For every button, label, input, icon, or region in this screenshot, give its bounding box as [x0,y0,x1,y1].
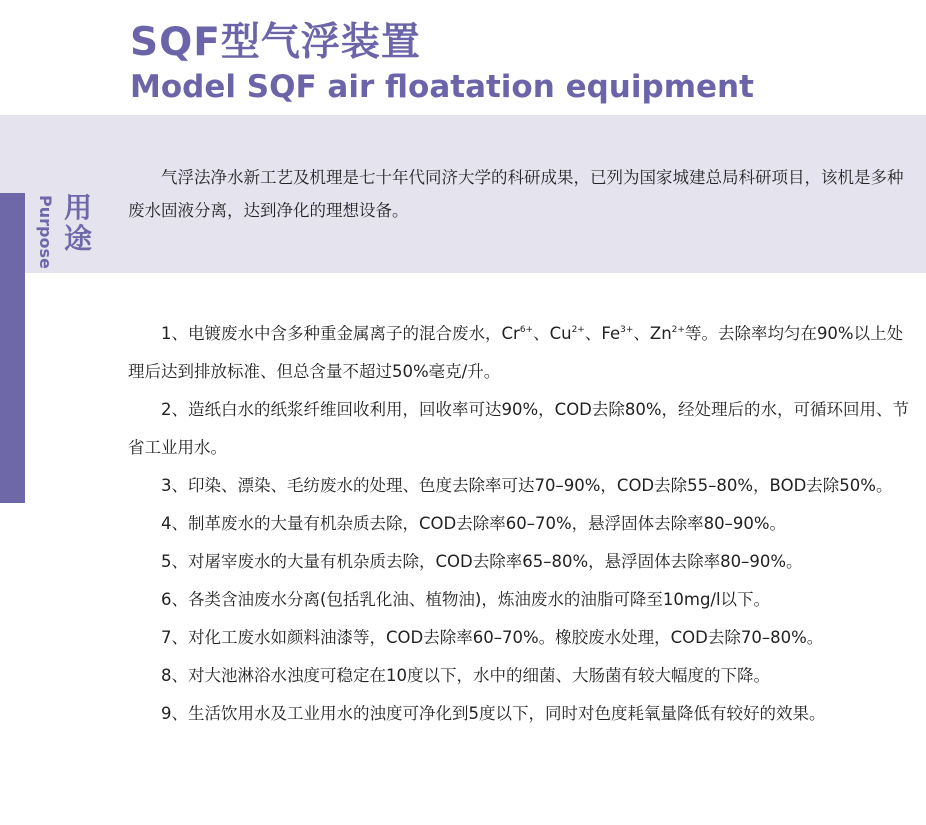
intro-paragraph: 气浮法净水新工艺及机理是七十年代同济大学的科研成果，已列为国家城建总局科研项目，该机是多种废水固液分离，达到净化的理想设备。 [128,168,904,220]
list-item: 9、生活饮用水及工业用水的浊度可净化到5度以下，同时对色度耗氧量降低有较好的效果。 [161,704,826,723]
list-item: 4、制革废水的大量有机杂质去除，COD去除率60–70%，悬浮固体去除率80–90%。 [161,514,787,533]
list-item: 7、对化工废水如颜料油漆等，COD去除率60–70%。橡胶废水处理，COD去除70–80%。 [161,628,824,647]
list-item: 6、各类含油废水分离(包括乳化油、植物油)，炼油废水的油脂可降至10mg/l以下。 [161,590,771,609]
page-title-english: Model SQF air floatation equipment [130,69,754,105]
item-text: 1、电镀废水中含多种重金属离子的混合废水，Cr [161,324,520,343]
section-label-english: Purpose [36,195,55,269]
page-title-chinese: SQF型气浮装置 [130,20,421,65]
ion-charge: 2+ [571,325,585,335]
list-item: 5、对屠宰废水的大量有机杂质去除，COD去除率65–80%，悬浮固体去除率80–90%。 [161,552,803,571]
ion-charge: 3+ [620,325,634,335]
item-text: 、Fe [584,324,621,343]
side-accent-bar [0,193,25,503]
section-label-chinese: 用途 [63,191,92,255]
item-text: 、Cu [533,324,572,343]
usage-list [128,315,910,733]
list-item: 3、印染、漂染、毛纺废水的处理、色度去除率可达70–90%，COD去除55–80%，BOD去除50%。 [161,476,893,495]
ion-charge: 6+ [519,325,534,335]
list-item [128,315,910,391]
list-item: 8、对大池淋浴水浊度可稳定在10度以下，水中的细菌、大肠菌有较大幅度的下降。 [161,666,770,685]
list-item: 2、造纸白水的纸浆纤维回收利用，回收率可达90%，COD去除80%，经处理后的水，可循环回用、节省工业用水。 [128,400,910,457]
ion-charge: 2+ [671,325,685,335]
item-text: 、Zn [633,324,672,343]
item-text: 等。去除率均匀在90%以上处理后达到排放标准、但总含量不超过50%毫克/升。 [128,324,904,381]
